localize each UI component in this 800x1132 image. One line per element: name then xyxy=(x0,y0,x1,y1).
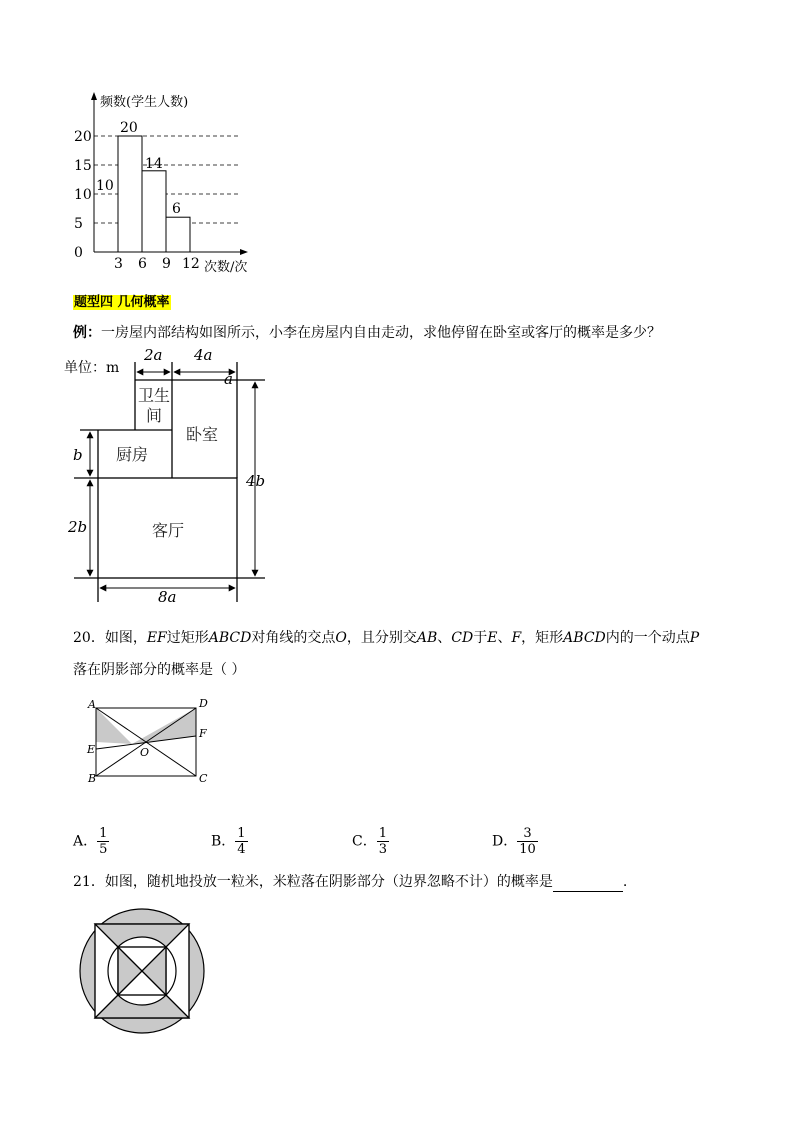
x-axis-label: 次数/次 xyxy=(204,260,248,275)
histogram-plot xyxy=(74,92,248,275)
label-E: E xyxy=(87,743,96,756)
room-bath-1: 卫生 xyxy=(138,386,171,405)
example-label: 例： xyxy=(73,325,101,341)
dim-8a: 8a xyxy=(158,588,177,605)
y-tick-label: 20 xyxy=(74,129,92,145)
q20-rectangle-figure xyxy=(82,696,212,788)
option-c[interactable]: C． $\frac{1}{3}$ xyxy=(352,826,387,857)
dim-2a: 2a xyxy=(144,346,163,364)
label-O: O xyxy=(140,746,150,759)
label-B: B xyxy=(88,772,97,785)
room-bath-2: 间 xyxy=(146,406,163,425)
room-living: 客厅 xyxy=(152,521,185,540)
histogram-bar xyxy=(166,217,190,252)
x-tick-label: 12 xyxy=(182,256,200,272)
bar-value-label: 14 xyxy=(145,155,163,172)
histogram-bar xyxy=(118,136,142,252)
y-tick-label: 15 xyxy=(74,158,92,174)
y-tick-label: 10 xyxy=(74,187,92,203)
q20-line1: 20．如图，EF过矩形ABCD对角线的交点O，且分别交AB、CD于E、F，矩形ABCD内的一个动点P xyxy=(73,630,700,646)
x-tick-label: 6 xyxy=(138,256,147,272)
bar-value-label: 6 xyxy=(172,201,181,218)
dim-4a: 4a xyxy=(194,346,213,364)
bar-value-label: 10 xyxy=(96,178,114,194)
dim-4b: 4b xyxy=(246,472,266,490)
label-A: A xyxy=(88,698,96,711)
option-d[interactable]: D． $\frac{3}{10}$ xyxy=(492,826,536,857)
y-tick-label: 0 xyxy=(74,245,83,261)
x-tick-label: 9 xyxy=(162,256,171,272)
histogram-chart xyxy=(60,88,270,278)
example-text: 一房屋内部结构如图所示，小李在房屋内自由走动，求他停留在卧室或客厅的概率是多少？ xyxy=(101,325,661,341)
option-a[interactable]: A． $\frac{1}{5}$ xyxy=(73,826,108,857)
answer-blank[interactable] xyxy=(553,877,623,892)
dim-b: b xyxy=(73,446,83,464)
room-bedroom: 卧室 xyxy=(186,425,219,444)
y-axis-arrow xyxy=(91,92,97,100)
option-b[interactable]: B． $\frac{1}{4}$ xyxy=(211,826,246,857)
label-D: D xyxy=(199,697,208,710)
q21-circle-figure xyxy=(72,905,212,1037)
x-axis-arrow xyxy=(240,249,248,255)
y-axis-label: 频数(学生人数) xyxy=(100,95,189,110)
label-F: F xyxy=(199,727,207,740)
label-C: C xyxy=(199,772,208,785)
floorplan-unit: 单位：m xyxy=(64,360,120,376)
q21-text: 21．如图，随机地投放一粒米，米粒落在阴影部分（边界忽略不计）的概率是 . xyxy=(73,874,628,890)
section-title: 题型四 几何概率 xyxy=(74,295,170,310)
dim-2b: 2b xyxy=(68,518,88,536)
x-tick-label: 3 xyxy=(114,256,123,272)
q20-line2: 落在阴影部分的概率是（ ） xyxy=(73,662,246,678)
floorplan-figure xyxy=(60,340,280,605)
bar-value-label: 20 xyxy=(120,120,138,136)
room-kitchen: 厨房 xyxy=(116,445,149,464)
histogram-bar xyxy=(142,171,166,252)
y-tick-label: 5 xyxy=(74,216,83,232)
dim-a: a xyxy=(224,370,233,388)
